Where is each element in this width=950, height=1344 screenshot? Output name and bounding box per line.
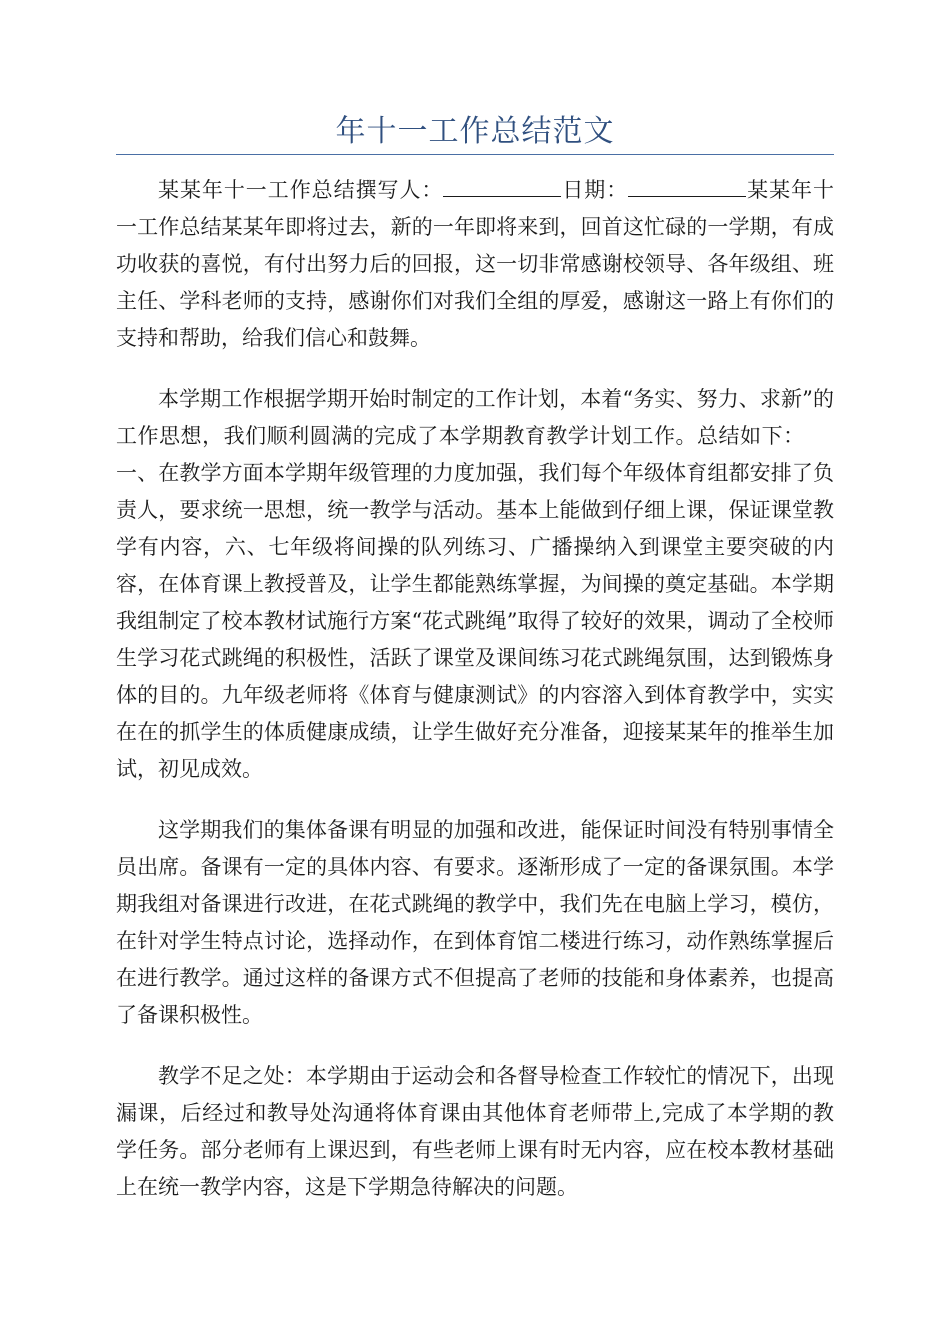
title-underline [116,154,834,155]
date-blank [628,176,746,197]
paragraph-1-text: 某某年十一工作总结某某年即将过去，新的一年即将来到，回首这忙碌的一学期，有成功收获的喜悦，有付出努力后的回报，这一切非常感谢校领导、各年级组、班主任、学科老师的支持，感谢你们对我们全组的厚爱，感谢这一路上有你们的支持和帮助，给我们信心和鼓舞。 [116,178,835,350]
paragraph-2 [116,381,834,788]
writer-blank [443,176,561,197]
paragraph-3: 这学期我们的集体备课有明显的加强和改进，能保证时间没有特别事情全员出席。备课有一定的具体内容、有要求。逐渐形成了一定的备课氛围。本学期我组对备课进行改进，在花式跳绳的教学中，我们先在电脑上学习，模仿，在针对学生特点讨论，选择动作，在到体育馆二楼进行练习，动作熟练掌握后在进行教学。通过这样的备课方式不但提高了老师的技能和身体素养，也提高了备课积极性。 [116,818,834,1027]
paragraph-2-intro: 本学期工作根据学期开始时制定的工作计划，本着“务实、努力、求新”的工作思想，我们顺利圆满的完成了本学期教育教学计划工作。总结如下： [116,387,834,448]
paragraph-2-text: 一、在教学方面本学期年级管理的力度加强，我们每个年级体育组都安排了负责人，要求统一思想，统一教学与活动。基本上能做到仔细上课，保证课堂教学有内容，六、七年级将间操的队列练习、广播操纳入到课堂主要突破的内容，在体育课上教授普及，让学生都能熟练掌握，为间操的奠定基础。本学期我组制定了校本教材试施行方案“花式跳绳”取得了较好的效果，调动了全校师生学习花式跳绳的积极性，活跃了课堂及课间练习花式跳绳氛围，达到锻炼身体的目的。九年级老师将《体育与健康测试》的内容溶入到体育教学中，实实在在的抓学生的体质健康成绩，让学生做好充分准备，迎接某某年的推举生加试，初见成效。 [116,461,834,781]
paragraph-1 [116,172,834,357]
document-body [116,172,834,1230]
paragraph-4: 教学不足之处：本学期由于运动会和各督导检查工作较忙的情况下，出现漏课，后经过和教导处沟通将体育课由其他体育老师带上,完成了本学期的教学任务。部分老师有上课迟到，有些老师上课有时无内容，应在校本教材基础上在统一教学内容，这是下学期急待解决的问题。 [116,1064,834,1199]
date-label: 日期： [561,178,629,202]
document-title: 年十一工作总结范文 [335,114,615,149]
writer-label: 某某年十一工作总结撰写人： [158,178,444,202]
